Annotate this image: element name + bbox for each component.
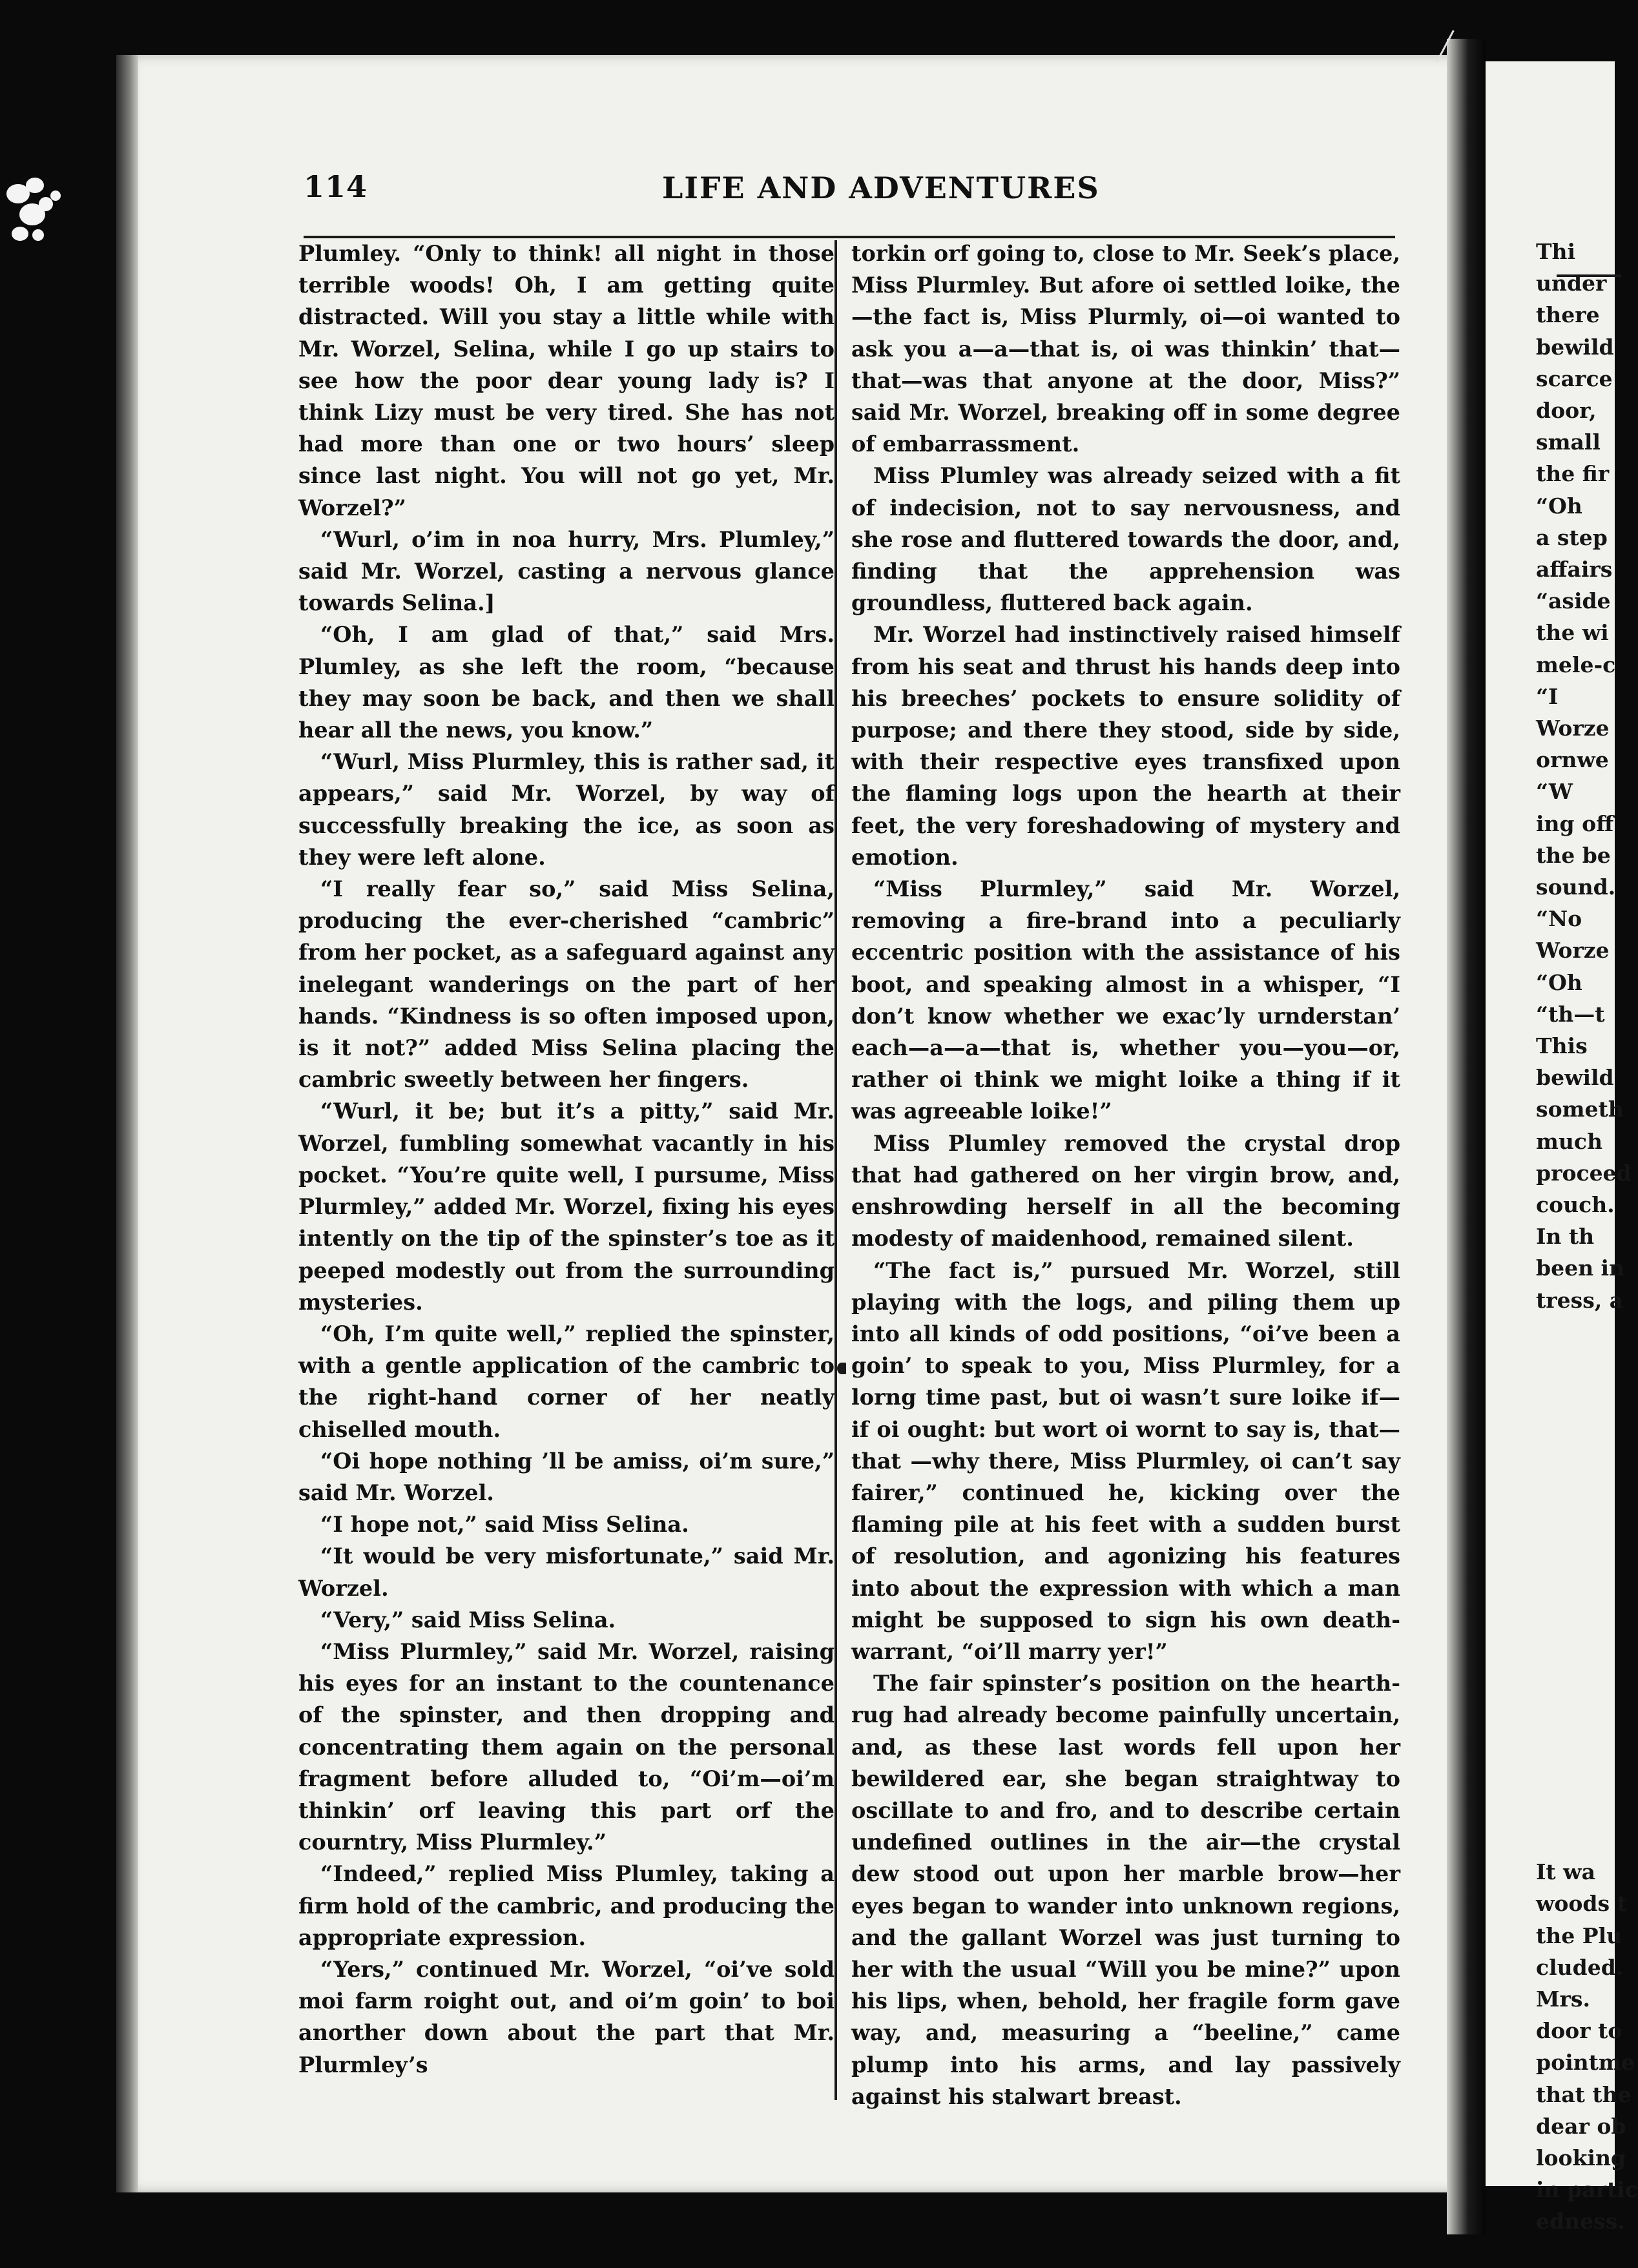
facing-page-line-fragment: that the [1536,2081,1632,2107]
facing-page-line-fragment: looking [1536,2145,1626,2170]
paragraph: “Oh, I’m quite well,” replied the spinster, with a gentle application of the cambric to the right-hand corner of her neatly chiselled mouth. [298,1321,835,1442]
margin-ink-mark [837,1363,846,1374]
scan-dust-artifact [0,165,71,268]
paragraph: Mr. Worzel had instinctively raised himself from his seat and thrust his hands deep into his breeches’ pockets to ensure solidity of purpose; and there they stood, side by side, with their respective eyes transfixed upon the flaming logs upon the hearth at their feet, the very foreshadowing of mystery and emotion. [851,622,1400,870]
right-text-column [851,238,1400,2112]
facing-page-line-fragment: small [1536,429,1601,455]
facing-page-line-fragment: This [1536,1033,1588,1058]
facing-page-line-fragment: door, [1536,398,1597,423]
facing-page-line-fragment: there [1536,302,1600,328]
paragraph: “It would be very misfortunate,” said Mr. Worzel. [298,1543,835,1601]
facing-page-line-fragment: affairs [1536,557,1613,582]
paragraph: “The fact is,” pursued Mr. Worzel, still playing with the logs, and piling them up into all kinds of odd positions, “oi’ve been a goin’ to speak to you, Miss Plurmley, for a lorng time past, but oi wasn’t sure loike if—if oi ought: but wort oi wornt to say is, that—that —why there, Miss Plurmley, oi can’t say fairer,” continued he, kicking over the flaming pile at his feet with a sudden burst of resolution, and agonizing his features into about the expression with which a man might be supposed to sign his own death-warrant, “oi’ll marry yer!” [851,1257,1400,1664]
facing-page-line-fragment: edness. [1536,2209,1625,2234]
facing-page-line-fragment: the fir [1536,461,1610,487]
paragraph: “Wurl, it be; but it’s a pitty,” said Mr. Worzel, fumbling somewhat vacantly in his pocket. “You’re quite well, I pursume, Miss Plurmley,” added Mr. Worzel, fixing his eyes intently on the tip of the spinster’s toe as it peeped modestly out from the surrounding mysteries. [298,1098,835,1315]
running-title: LIFE AND ADVENTURES [662,170,1100,205]
facing-page-line-fragment: much [1536,1128,1602,1154]
facing-page-line-fragment: “th—t [1536,1001,1605,1027]
facing-page-line-fragment: Mrs. [1536,1986,1590,2012]
facing-page-line-fragment: proceed [1536,1160,1632,1186]
facing-page-line-fragment: tress, a [1536,1287,1624,1313]
paragraph: “Indeed,” replied Miss Plumley, taking a firm hold of the cambric, and producing the appropriate expression. [298,1861,835,1950]
facing-page-line-fragment: ornwe [1536,747,1609,773]
facing-page-line-fragment: in partic [1536,2177,1638,2203]
facing-page-line-fragment: sound. [1536,874,1616,900]
facing-page-line-fragment: ing off [1536,810,1614,836]
running-head [304,169,1402,208]
facing-page-line-fragment: “I [1536,683,1559,709]
facing-page-line-fragment: “aside [1536,588,1611,614]
facing-page-line-fragment: “Oh [1536,493,1582,519]
facing-page-line-fragment: “No [1536,906,1582,932]
paragraph: Miss Plumley was already seized with a fit of indecision, not to say nervousness, and she rose and fluttered towards the door, and, finding that the apprehension was groundless, fluttered back again. [851,463,1400,616]
paragraph: “Oi hope nothing ’ll be amiss, oi’m sure,” said Mr. Worzel. [298,1448,835,1505]
facing-page-line-fragment: the wi [1536,620,1609,646]
facing-page-line-fragment: couch. [1536,1192,1615,1217]
facing-page-line-fragment: a step [1536,524,1608,550]
facing-page-line-fragment: been in [1536,1255,1625,1281]
facing-page-line-fragment: dear ob [1536,2113,1626,2139]
paragraph: The fair spinster’s position on the hearth-rug had already become painfully uncertain, and, as these last words fell upon her bewildered ear, she began straightway to oscillate to and fro, and to describe certain undefined outlines in the air—the crystal dew stood out upon her marble brow—her eyes began to wander into unknown regions, and the gallant Worzel was just turning to her with the usual “Will you be mine?” upon his lips, when, behold, her fragile form gave way, and, measuring a “beeline,” came plump into his arms, and lay passively against his stalwart breast. [851,1671,1400,2109]
facing-page-line-fragment: cluded. [1536,1954,1624,1980]
facing-page-line-fragment: Worze [1536,716,1610,741]
facing-page-line-fragment: the Plu [1536,1923,1622,1948]
facing-page-line-fragment: woods t [1536,1891,1627,1917]
left-text-column [298,238,835,2081]
facing-page-line-fragment: Thi [1536,239,1576,264]
paragraph: “Miss Plurmley,” said Mr. Worzel, raising his eyes for an instant to the countenance of the spinster, and then dropping and concentrating them again on the personal fragment before alluded to, “Oi’m—oi’m thinkin’ orf leaving this part orf the courntry, Miss Plurmley.” [298,1638,835,1855]
paragraph: “I really fear so,” said Miss Selina, producing the ever-cherished “cambric” from her pocket, as a safeguard against any inelegant wanderings on the part of her hands. “Kindness is so often imposed upon, is it not?” added Miss Selina placing the cambric sweetly between her fingers. [298,876,835,1093]
facing-page-line-fragment: the be [1536,842,1611,868]
facing-page-line-fragment: pointme [1536,2050,1635,2076]
facing-page-line-fragment: Worze [1536,938,1610,964]
facing-page-line-fragment: In th [1536,1224,1595,1250]
facing-page-line-fragment: bewild [1536,1065,1614,1091]
facing-page-line-fragment: “W [1536,779,1573,805]
facing-page-line-fragment: under [1536,271,1607,296]
facing-page-line-fragment: It wa [1536,1859,1595,1885]
book-gutter [1447,39,1486,2234]
paragraph: Miss Plumley removed the crystal drop that had gathered on her virgin brow, and, enshrowding herself in all the becoming modesty of maidenhood, remained silent. [851,1130,1400,1252]
paragraph: “Wurl, o’im in noa hurry, Mrs. Plumley,” said Mr. Worzel, casting a nervous glance towards Selina.] [298,526,835,616]
paragraph: “Miss Plurmley,” said Mr. Worzel, removing a fire-brand into a peculiarly eccentric position with the assistance of his boot, and speaking almost in a whisper, “I don’t know whether we exac’ly urnderstan’ each—a—a—that is, whether you—you—or, rather oi think we might loike a thing if it was agreeable loike!” [851,876,1400,1124]
paragraph: “Oh, I am glad of that,” said Mrs. Plumley, as she left the room, “because they may soon be back, and then we shall hear all the news, you know.” [298,622,835,743]
paragraph: torkin orf going to, close to Mr. Seek’s place, Miss Plurmley. But afore oi settled loike, the—the fact is, Miss Plurmly, oi—oi wanted to ask you a—a—that is, oi was thinkin’ that—that—was that anyone at the door, Miss?” said Mr. Worzel, breaking off in some degree of embarrassment. [851,241,1400,457]
paragraph: “Wurl, Miss Plurmley, this is rather sad, it appears,” said Mr. Worzel, by way of successfully breaking the ice, as soon as they were left alone. [298,749,835,870]
facing-page-edge [1486,61,1638,2234]
page-number: 114 [304,169,368,204]
page-binding-shadow [116,55,138,2192]
paragraph: “Yers,” continued Mr. Worzel, “oi’ve sold moi farm roight out, and oi’m goin’ to boi anorther down about the part that Mr. Plurmley’s [298,1956,835,2077]
paragraph: “Very,” said Miss Selina. [320,1607,616,1633]
column-divider [835,240,837,2100]
facing-page-line-fragment: someth [1536,1097,1624,1122]
facing-page-line-fragment: door to [1536,2018,1622,2044]
facing-page-line-fragment: “Oh [1536,969,1582,995]
paragraph: “I hope not,” said Miss Selina. [320,1512,689,1538]
facing-page-line-fragment: scarce [1536,366,1613,391]
facing-page-line-fragment: mele-c [1536,652,1616,677]
paragraph: Plumley. “Only to think! all night in those terrible woods! Oh, I am getting quite distracted. Will you stay a little while with Mr. Worzel, Selina, while I go up stairs to see how the poor dear young lady is? I think Lizy must be very tired. She has not had more than one or two hours’ sleep since last night. You will not go yet, Mr. Worzel?” [298,241,835,521]
facing-page-line-fragment: bewild [1536,334,1614,360]
